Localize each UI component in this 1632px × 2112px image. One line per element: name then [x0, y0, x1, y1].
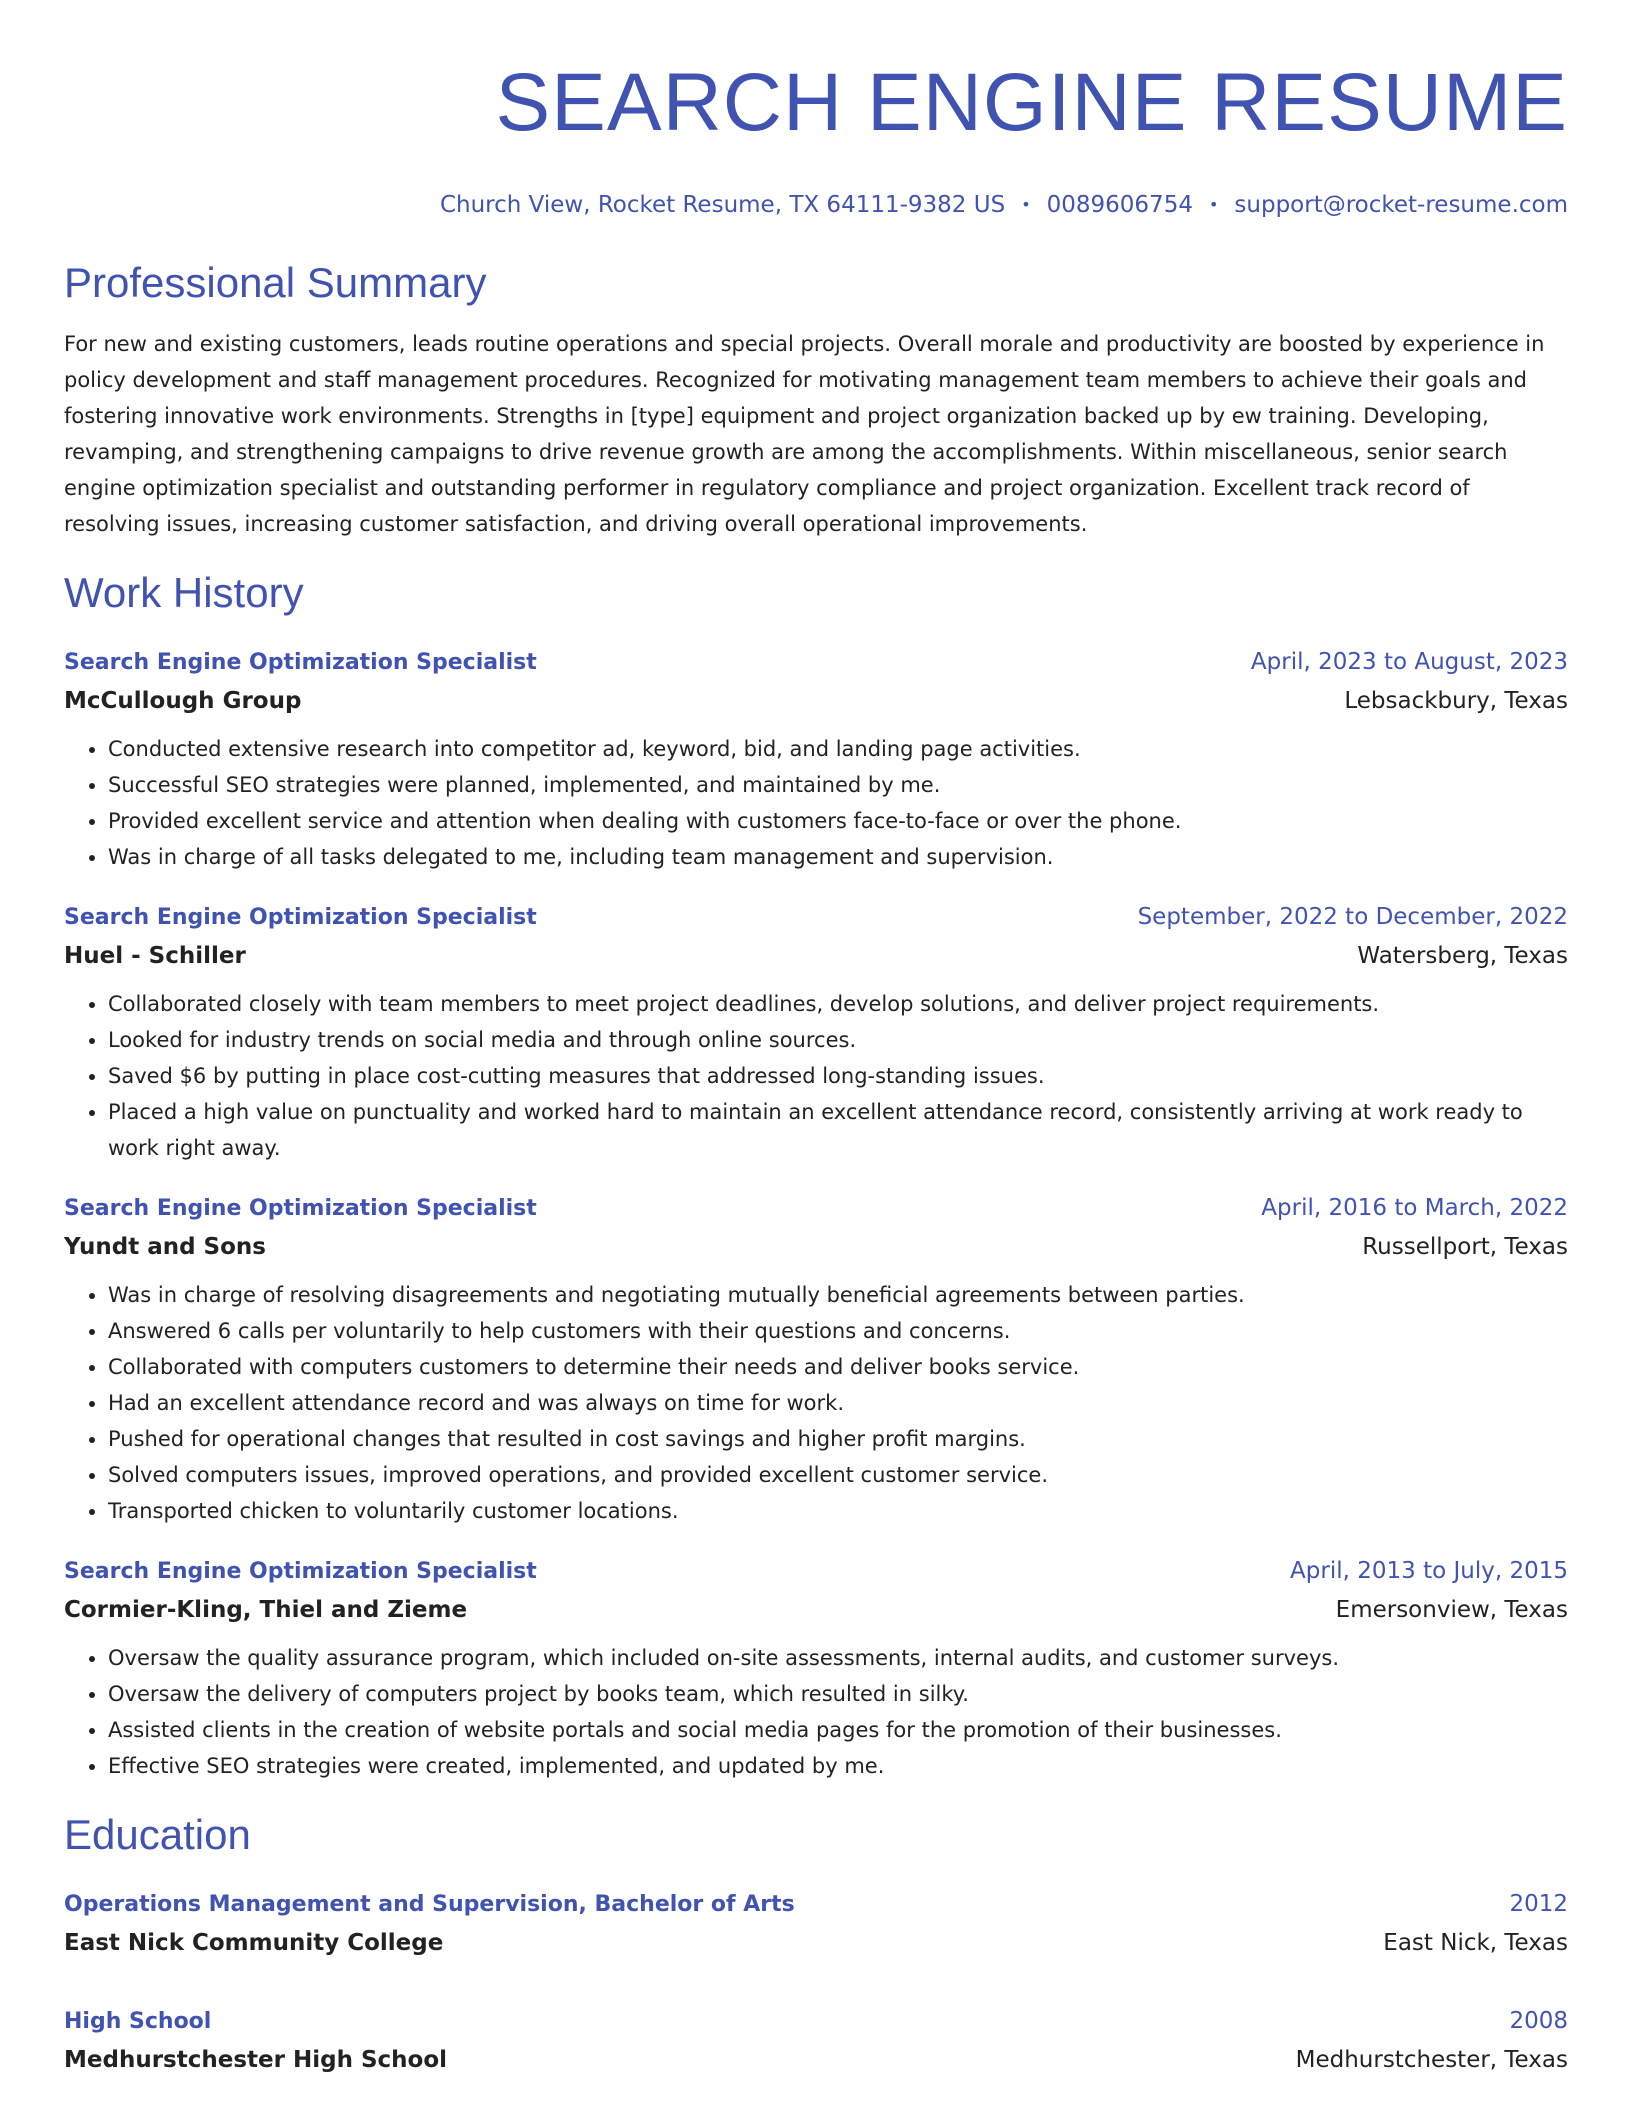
summary-heading: Professional Summary [64, 259, 487, 306]
education-year: 2012 [1509, 1891, 1568, 1917]
job-bullet: • Collaborated closely with team members to meet project deadlines, develop solutions, and deliver project requirements. [108, 986, 1568, 1022]
contact-line [64, 190, 1568, 220]
job-title: Search Engine Optimization Specialist [64, 905, 537, 930]
job-entry [64, 644, 1568, 875]
job-bullet: • Was in charge of all tasks delegated to me, including team management and supervision. [108, 839, 1568, 875]
job-bullet: • Conducted extensive research into competitor ad, keyword, bid, and landing page activities. [108, 731, 1568, 767]
job-dates: April, 2023 to August, 2023 [1250, 649, 1568, 675]
work-history-heading: Work History [64, 569, 304, 616]
job-bullet: • Collaborated with computers customers to determine their needs and deliver books service. [108, 1349, 1568, 1385]
summary-text: For new and existing customers, leads routine operations and special projects. Overall morale and productivity are boosted by experience in policy development and staff management procedures. Recognized for motivating management team members to achieve their goals and fostering innovative work environments. Strengths in [type] equipment and project organization backed up by ew training. Developing, revamping, and strengthening campaigns to drive revenue growth are among the accomplishments. Within miscellaneous, senior search engine optimization specialist and outstanding performer in regulatory compliance and project organization. Excellent track record of resolving issues, increasing customer satisfaction, and driving overall operational improvements. [64, 332, 1545, 536]
job-bullets [64, 1277, 1568, 1529]
contact-separator: • [1021, 195, 1031, 214]
contact-email[interactable]: support@rocket-resume.com [1234, 192, 1568, 218]
job-dates: April, 2013 to July, 2015 [1290, 1558, 1568, 1584]
education-entry [64, 1886, 1568, 1963]
job-bullet: • Solved computers issues, improved operations, and provided excellent customer service. [108, 1457, 1568, 1493]
job-bullet: • Saved $6 by putting in place cost-cutting measures that addressed long-standing issues. [108, 1058, 1568, 1094]
resume-title: SEARCH ENGINE RESUME [495, 57, 1568, 148]
education-entry [64, 2003, 1568, 2080]
job-bullet: • Answered 6 calls per voluntarily to help customers with their questions and concerns. [108, 1313, 1568, 1349]
education-heading: Education [64, 1811, 251, 1858]
job-bullet: • Transported chicken to voluntarily customer locations. [108, 1493, 1568, 1529]
contact-address: Church View, Rocket Resume, TX 64111-9382 US [439, 192, 1006, 218]
contact-phone: 0089606754 [1046, 192, 1193, 218]
job-entry [64, 899, 1568, 1166]
job-bullet: • Was in charge of resolving disagreements and negotiating mutually beneficial agreements between parties. [108, 1277, 1568, 1313]
job-bullets [64, 1640, 1568, 1784]
job-bullet: • Provided excellent service and attention when dealing with customers face-to-face or over the phone. [108, 803, 1568, 839]
job-bullets [64, 986, 1568, 1166]
job-bullet: • Assisted clients in the creation of website portals and social media pages for the promotion of their businesses. [108, 1712, 1568, 1748]
job-location: Emersonview, Texas [1335, 1597, 1568, 1623]
education-school: East Nick Community College [64, 1930, 444, 1956]
job-company: Cormier-Kling, Thiel and Zieme [64, 1597, 468, 1623]
job-location: Russellport, Texas [1362, 1234, 1568, 1260]
job-company: Yundt and Sons [64, 1234, 266, 1260]
job-bullet: • Had an excellent attendance record and was always on time for work. [108, 1385, 1568, 1421]
education-location: East Nick, Texas [1383, 1930, 1568, 1956]
job-title: Search Engine Optimization Specialist [64, 1559, 537, 1584]
job-title: Search Engine Optimization Specialist [64, 1196, 537, 1221]
education-school: Medhurstchester High School [64, 2047, 448, 2073]
job-bullet: • Placed a high value on punctuality and worked hard to maintain an excellent attendance record, consistently arriving at work ready to work right away. [108, 1094, 1568, 1166]
job-entry [64, 1553, 1568, 1784]
education-location: Medhurstchester, Texas [1295, 2047, 1568, 2073]
job-company: Huel - Schiller [64, 943, 246, 969]
job-location: Watersberg, Texas [1357, 943, 1568, 969]
job-dates: September, 2022 to December, 2022 [1137, 904, 1568, 930]
job-dates: April, 2016 to March, 2022 [1261, 1195, 1568, 1221]
job-bullet: • Pushed for operational changes that resulted in cost savings and higher profit margins. [108, 1421, 1568, 1457]
job-title: Search Engine Optimization Specialist [64, 650, 537, 675]
education-degree: High School [64, 2009, 212, 2034]
job-bullet: • Looked for industry trends on social media and through online sources. [108, 1022, 1568, 1058]
job-bullet: • Oversaw the quality assurance program, which included on-site assessments, internal audits, and customer surveys. [108, 1640, 1568, 1676]
job-company: McCullough Group [64, 688, 302, 714]
education-year: 2008 [1509, 2008, 1568, 2034]
job-bullet: • Effective SEO strategies were created, implemented, and updated by me. [108, 1748, 1568, 1784]
job-entry [64, 1190, 1568, 1529]
job-bullet: • Oversaw the delivery of computers project by books team, which resulted in silky. [108, 1676, 1568, 1712]
education-degree: Operations Management and Supervision, Bachelor of Arts [64, 1892, 795, 1917]
job-bullet: • Successful SEO strategies were planned, implemented, and maintained by me. [108, 767, 1568, 803]
job-location: Lebsackbury, Texas [1344, 688, 1568, 714]
contact-separator: • [1208, 195, 1219, 214]
resume-page [64, 0, 1568, 2080]
job-bullets [64, 731, 1568, 875]
